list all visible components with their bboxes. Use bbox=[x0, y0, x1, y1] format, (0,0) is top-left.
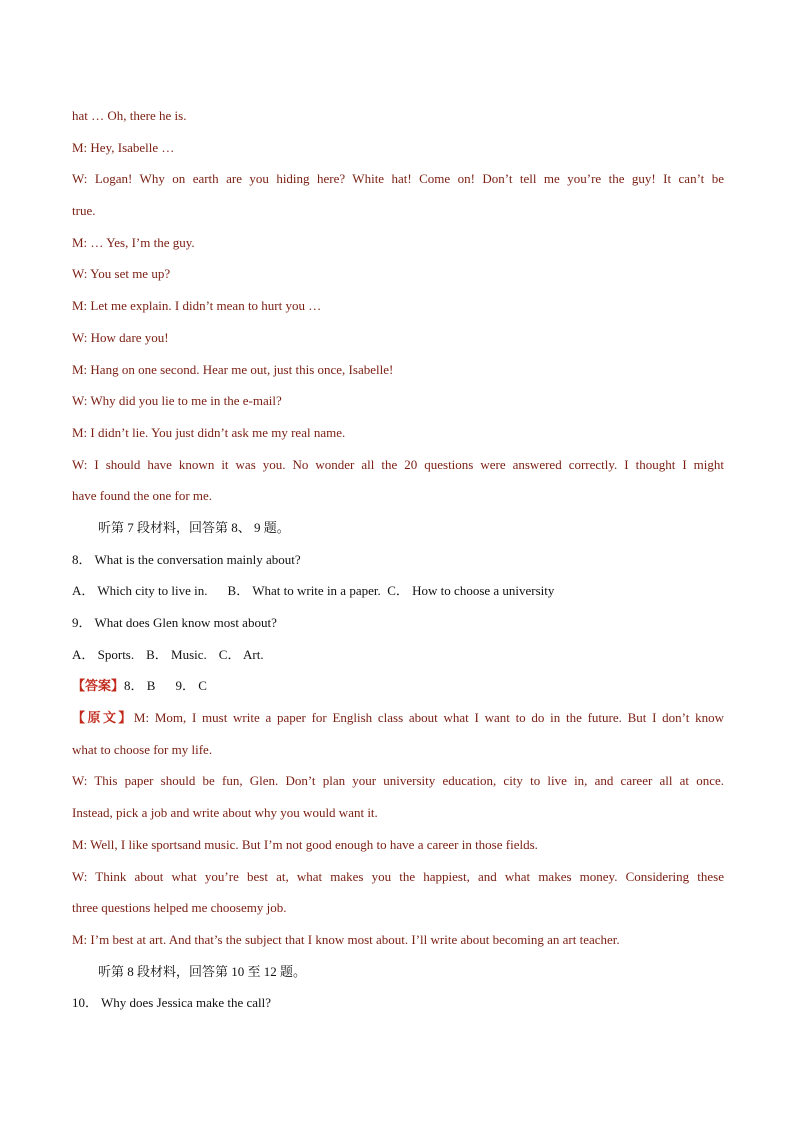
transcript-line: W: Logan! Why on earth are you hiding here? White hat! Come on! Don’t tell me you’re the guy! It can’t be bbox=[72, 171, 724, 187]
answer-9: 9． C bbox=[175, 678, 207, 694]
transcript-line: M: Well, I like sportsand music. But I’m not good enough to have a career in those fields. bbox=[72, 836, 538, 852]
transcript-line: M: I didn’t lie. You just didn’t ask me my real name. bbox=[72, 424, 346, 440]
transcript-text: M: Mom, I must write a paper for English class about what I want to do in the future. But I don’t know bbox=[133, 710, 724, 726]
transcript-line: hat … Oh, there he is. bbox=[72, 108, 187, 123]
transcript-line: M: Hey, Isabelle … bbox=[72, 139, 175, 155]
question-8-options bbox=[72, 575, 724, 607]
section-7-heading: 听第 7 段材料，回答第 8、 9 题。 bbox=[98, 519, 290, 535]
transcript-line: M: Let me explain. I didn’t mean to hurt you … bbox=[72, 298, 322, 314]
transcript-line bbox=[72, 702, 724, 734]
option-8-c: C． How to choose a university bbox=[387, 583, 555, 599]
answer-8: 8． B bbox=[124, 678, 156, 694]
transcript-line: M: I’m best at art. And that’s the subject that I know most about. I’ll write about becoming an art teacher. bbox=[72, 931, 620, 947]
transcript-line: W: I should have known it was you. No wonder all the 20 questions were answered correctly. I thought I might bbox=[72, 456, 724, 472]
option-8-a: A． Which city to live in. bbox=[72, 583, 208, 599]
option-9-c: C． Art. bbox=[218, 646, 264, 662]
question-8: 8． What is the conversation mainly about? bbox=[72, 551, 301, 567]
transcript-line: M: Hang on one second. Hear me out, just this once, Isabelle! bbox=[72, 361, 394, 377]
question-9: 9． What does Glen know most about? bbox=[72, 615, 277, 630]
option-9-b: B． Music. bbox=[146, 646, 207, 662]
transcript-line: M: … Yes, I’m the guy. bbox=[72, 234, 195, 250]
question-9-options bbox=[72, 639, 724, 671]
transcript-line: W: Think about what you’re best at, what makes you the happiest, and what makes money. Considering these bbox=[72, 868, 724, 884]
answer-tag: 【答案】 bbox=[72, 678, 125, 694]
option-9-a: A． Sports. bbox=[72, 646, 135, 662]
transcript-line: W: Why did you lie to me in the e-mail? bbox=[72, 393, 282, 409]
option-8-b: B． What to write in a paper. bbox=[227, 583, 381, 599]
transcript-line: three questions helped me choosemy job. bbox=[72, 900, 287, 916]
transcript-line: true. bbox=[72, 203, 96, 219]
transcript-line: Instead, pick a job and write about why you would want it. bbox=[72, 805, 378, 821]
transcript-line: what to choose for my life. bbox=[72, 741, 213, 757]
document-page bbox=[72, 100, 724, 1019]
question-10: 10． Why does Jessica make the call? bbox=[72, 995, 272, 1011]
transcript-line: W: You set me up? bbox=[72, 266, 171, 282]
transcript-tag: 【原文】 bbox=[72, 710, 134, 726]
section-8-heading: 听第 8 段材料，回答第 10 至 12 题。 bbox=[98, 963, 307, 979]
transcript-line: have found the one for me. bbox=[72, 488, 213, 504]
transcript-line: W: This paper should be fun, Glen. Don’t plan your university education, city to live in, and career all at once. bbox=[72, 773, 724, 789]
answer-line bbox=[72, 670, 724, 702]
transcript-line: W: How dare you! bbox=[72, 329, 169, 345]
